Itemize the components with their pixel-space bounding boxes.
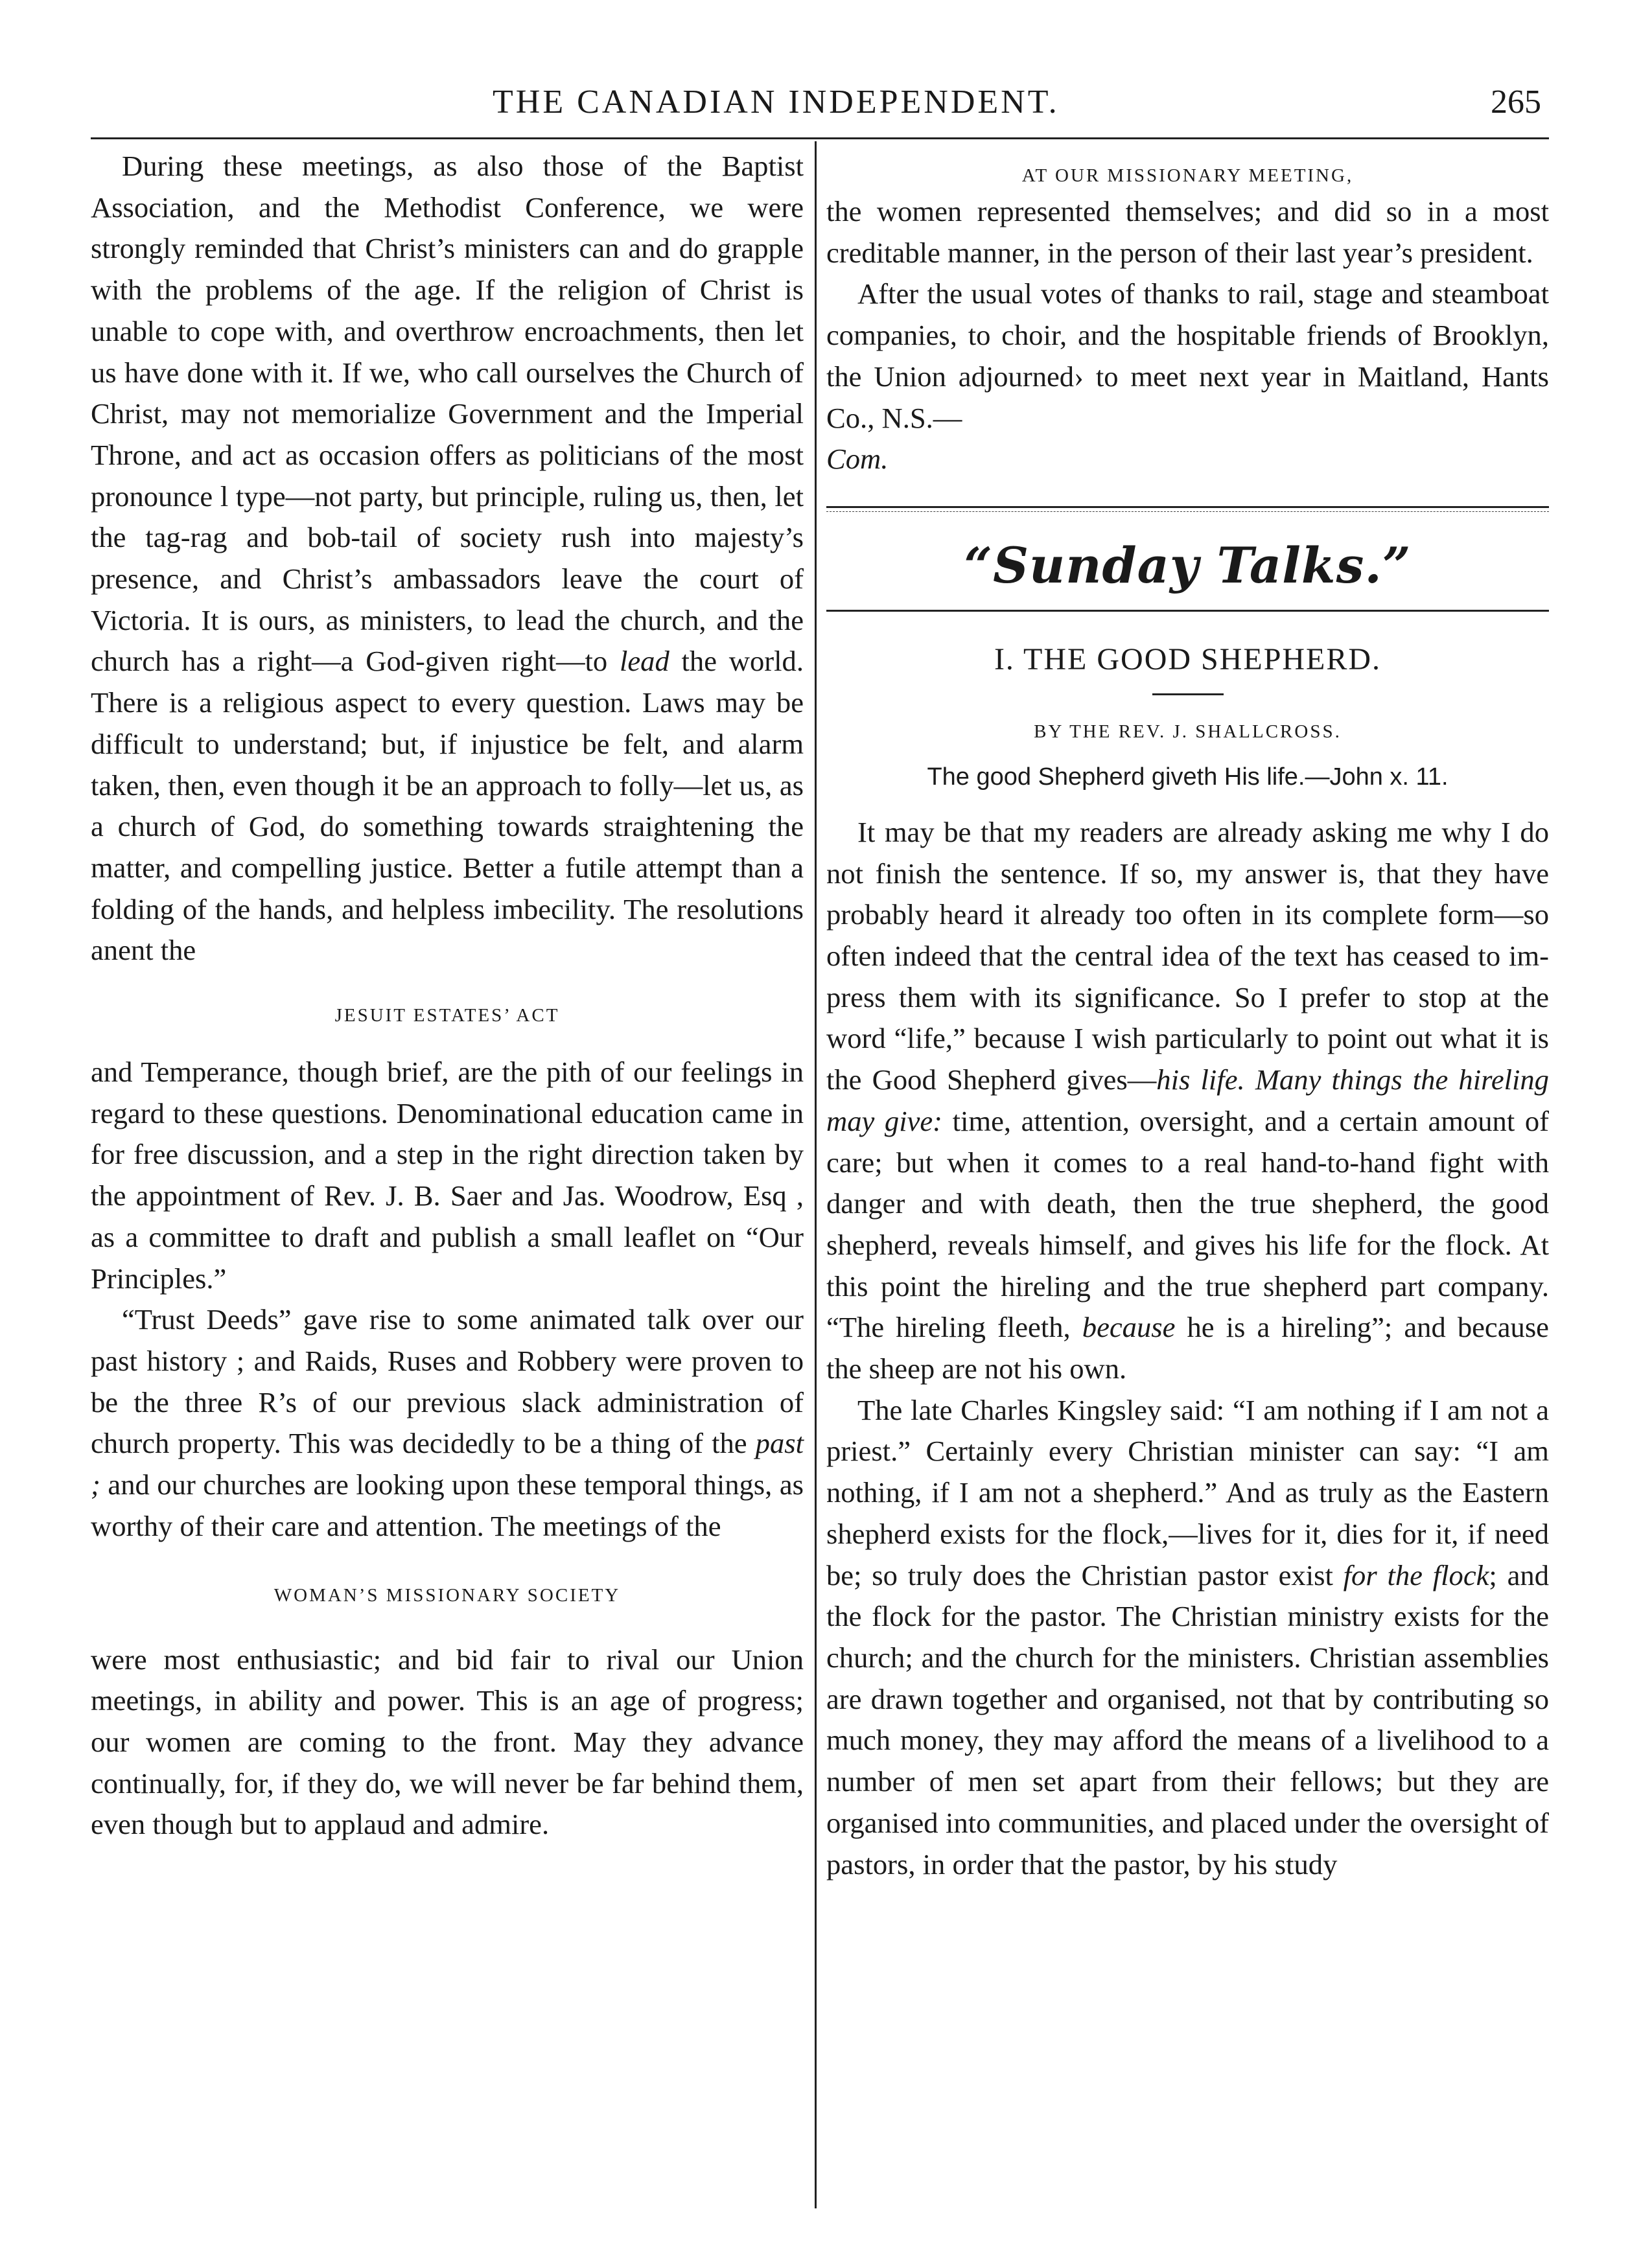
scripture-epigraph: The good Shepherd giveth His life.—John x. 11. bbox=[927, 763, 1449, 791]
jesuit-estates-heading: JESUIT ESTATES’ ACT bbox=[334, 1005, 560, 1026]
publication-title: THE CANADIAN INDEPENDENT. bbox=[493, 84, 1060, 121]
right-column bbox=[826, 146, 1549, 1885]
right-p3-text: It may be that my readers are already asking me why I do not finish the sentence. If so, my answer is, that they have probably heard it already too often in its complete form—so often indeed that the central idea of the text has ceased to impress them with its significance. So I prefer to stop at the word “life,” because I wish particularly to point out what it is the Good Shepherd gives— bbox=[826, 815, 1549, 1096]
left-p3-text: “Trust Deeds” gave rise to some animated talk over our past history ; and Raids, Ruses and Robbery were proven to be the three R’s of our previous slack administration of church property. This was decidedly to be a thing of the bbox=[91, 1303, 804, 1460]
right-p4-text: The late Charles Kingsley said: “I am nothing if I am not a priest.” Certainly every Christian minister can say: “I am nothing, if I am not a shepherd.” And as truly as the Eastern shepherd exists for the flock,—lives for it, dies for it, if need be; so truly does the Christian pastor exist bbox=[826, 1393, 1549, 1591]
right-p4-tail: ; and the flock for the pastor. The Christian ministry exists for the church; and the church for the ministers. Christian assemblies are drawn together and organised, not that by contributing so much money, they may afford the means of a livelihood to a number of men set apart from their fellows; but they are organised into communities, and placed under the oversight of pastors, in order that the pastor, by his study bbox=[826, 1558, 1549, 1880]
right-p3-italic-his-life: his life. bbox=[1156, 1063, 1245, 1096]
author-byline: BY THE REV. J. SHALLCROSS. bbox=[1034, 721, 1342, 742]
right-p3-tail: time, attention, oversight, and a certain amount of care; but when it comes to a real hand-to-hand fight with danger and with death, then the true shepherd, the good shepherd, reveals himself, and gives his life for the flock. At this point the hireling and the true shepherd part company. “The hireling fleeth, bbox=[826, 1104, 1549, 1344]
right-p2-text: After the usual votes of thanks to rail, stage and steamboat companies, to choir, and the hospitable friends of Brooklyn, the Union adjourned› to meet next year in Maitland, Hants Co., N.S.— bbox=[826, 277, 1549, 434]
separator-line bbox=[826, 506, 1549, 508]
right-paragraph-1: the women represented themselves; and did so in a most creditable manner, in the person of their last year’s president. bbox=[826, 195, 1549, 269]
running-header bbox=[0, 83, 1641, 141]
separator-dash-line bbox=[826, 511, 1549, 512]
right-p4-italic-flock: for the flock bbox=[1343, 1558, 1489, 1591]
left-paragraph-1 bbox=[91, 146, 804, 971]
right-p2-signature: Com. bbox=[826, 443, 889, 476]
missionary-meeting-heading: AT OUR MISSIONARY MEETING, bbox=[1021, 165, 1354, 186]
page-number: 265 bbox=[1491, 84, 1541, 121]
right-paragraph-3 bbox=[826, 812, 1549, 1390]
left-paragraph-4: were most enthusiastic; and bid fair to rival our Union meetings, in ability and power. This is an age of progress; our women are coming to the front. May they advance continually, for, if they do, we will never be far behind them, even though but to applaud and admire. bbox=[91, 1643, 804, 1841]
column-divider bbox=[815, 141, 817, 2208]
left-p3-tail: and our churches are looking upon these temporal things, as worthy of their care and attention. The meetings of the bbox=[91, 1468, 804, 1542]
womans-missionary-heading: WOMAN’S MISSIONARY SOCIETY bbox=[274, 1584, 621, 1606]
sermon-title: I. THE GOOD SHEPHERD. bbox=[994, 642, 1382, 677]
left-column bbox=[91, 146, 804, 1846]
left-paragraph-3 bbox=[91, 1299, 804, 1547]
title-short-rule bbox=[1152, 693, 1224, 695]
right-p3-italic-because: because bbox=[1082, 1311, 1176, 1344]
section-separator bbox=[826, 501, 1549, 520]
right-p3-italic-mid: Many things the hireling may give: bbox=[826, 1063, 1549, 1137]
right-p3-end: he is a hireling”; and because the sheep are not his own. bbox=[826, 1311, 1549, 1385]
left-p1-text: During these meetings, as also those of the Baptist Association, and the Methodist Conference, we were strongly reminded that Christ’s ministers can and do grapple with the problems of the age. If the religion of Christ is unable to cope with, and overthrow encroachments, then let us have done with it. If we, who call ourselves the Church of Christ, may not memorialize Government and the Imperial Throne, and act as occasion offers as politicians of the most pronounce l type—not party, but principle, ruling us, then, let the tag-rag and bob-tail of society rush into majesty’s presence, and Christ’s ambassadors leave the court of Victoria. It is ours, as ministers, to lead the church, and the church has a right—a God-given right—to bbox=[91, 150, 804, 678]
banner-rule bbox=[826, 610, 1549, 612]
left-p1-italic-lead: lead bbox=[620, 645, 669, 678]
right-paragraph-2 bbox=[826, 273, 1549, 480]
sunday-talks-banner: “Sunday Talks.” bbox=[964, 536, 1412, 594]
left-paragraph-2: and Temperance, though brief, are the pith of our feelings in regard to these questions. Denominational education came in for free discussion, and a step in the right direction taken by the appointment of Rev. J. B. Saer and Jas. Woodrow, Esq , as a committee to draft and publish a small leaflet on “Our Principles.” bbox=[91, 1056, 804, 1295]
right-paragraph-4 bbox=[826, 1390, 1549, 1885]
left-p1-tail: the world. There is a religious aspect to every question. Laws may be difficult to understand; but, if injustice be felt, and alarm taken, then, even though it be an approach to folly—let us, as a church of God, do something towards straightening the matter, and compelling justice. Better a futile attempt than a folding of the hands, and helpless imbecility. The resolutions anent the bbox=[91, 645, 804, 967]
header-rule bbox=[91, 137, 1549, 139]
left-p3-italic-past: past ; bbox=[91, 1427, 804, 1501]
